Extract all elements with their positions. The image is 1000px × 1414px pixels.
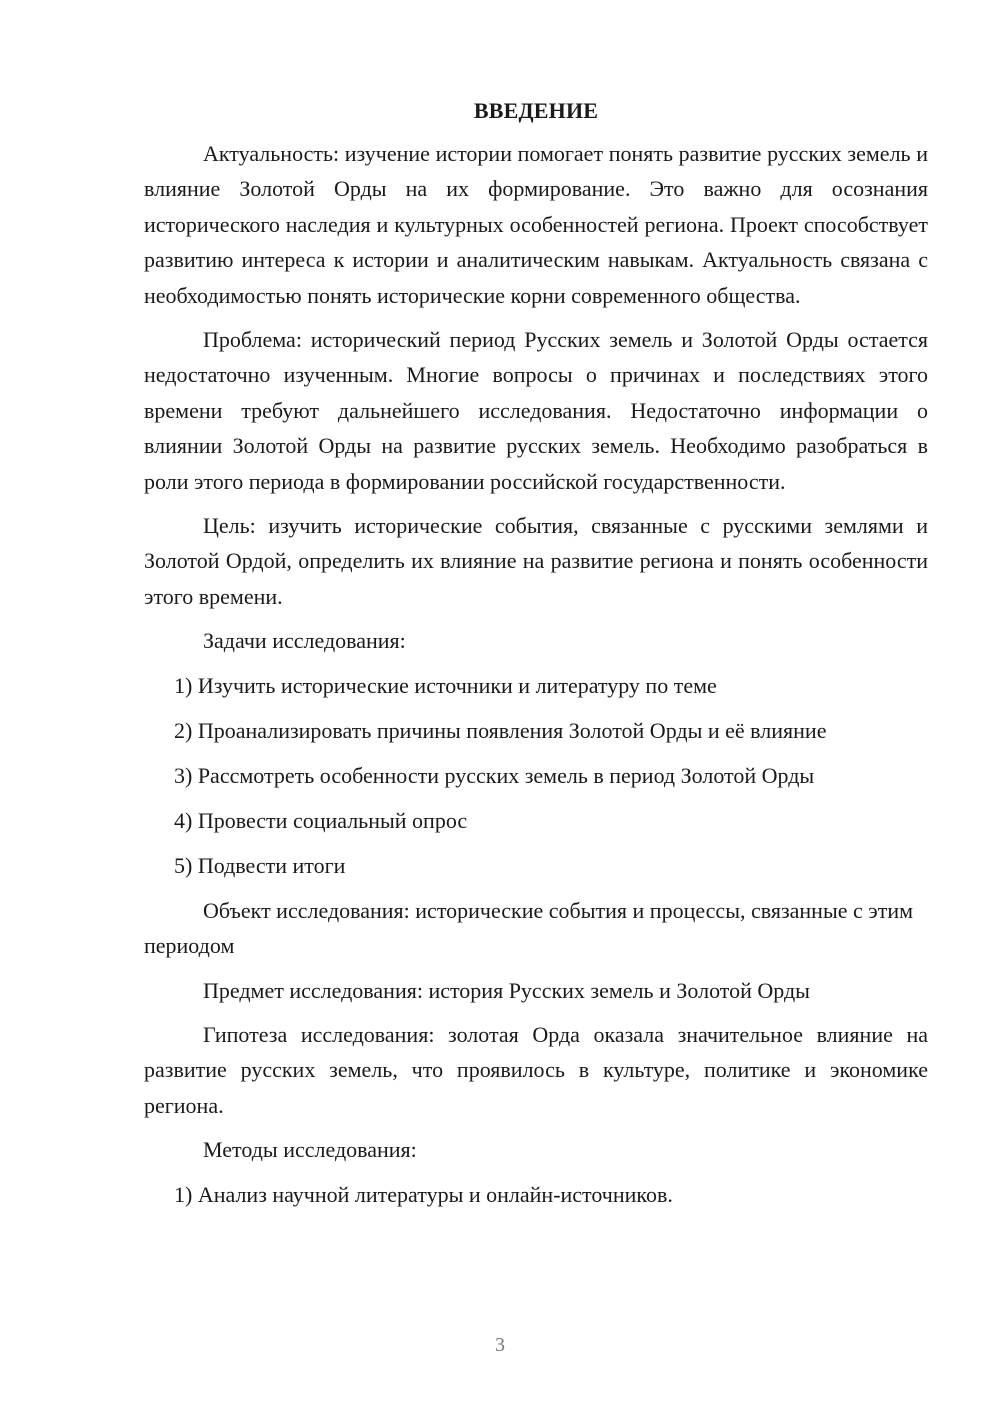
tasks-heading: Задачи исследования: [203,628,406,654]
task-item-2: 2) Проанализировать причины появления Золотой Орды и её влияние [174,717,827,743]
paragraph-problem: Проблема: исторический период Русских земель и Золотой Орды остается недостаточно изученным. Многие вопросы о причинах и последствиях этого времени требуют дальнейшего исследования. Недостаточно информации о влиянии Золотой Орды на развитие русских земель. Необходимо разобраться в роли этого периода в формировании российской государственности. [144,327,928,494]
paragraph-goal: Цель: изучить исторические события, связанные с русскими землями и Золотой Ордой, определить их влияние на развитие региона и понять особенности этого времени. [144,513,928,609]
task-item-4: 4) Провести социальный опрос [174,807,468,833]
paragraph-subject: Предмет исследования: история Русских земель и Золотой Орды [203,977,810,1003]
method-item-1: 1) Анализ научной литературы и онлайн-источников. [174,1181,673,1207]
paragraph-relevance: Актуальность: изучение истории помогает понять развитие русских земель и влияние Золотой Орды на их формирование. Это важно для осознания исторического наследия и культурных особенностей региона. Проект способствует развитию интереса к истории и аналитическим навыкам. Актуальность связана с необходимостью понять исторические корни современного общества. [144,141,928,308]
methods-heading: Методы исследования: [203,1137,417,1163]
tasks-list [144,668,928,883]
methods-list [144,1177,928,1212]
task-item-5: 5) Подвести итоги [174,852,346,878]
page-title: ВВЕДЕНИЕ [473,98,599,123]
document-body [144,96,928,1222]
paragraph-hypothesis: Гипотеза исследования: золотая Орда оказала значительное влияние на развитие русских земель, что проявилось в культуре, политике и экономике региона. [144,1021,928,1118]
task-item-1: 1) Изучить исторические источники и литературу по теме [174,672,717,698]
task-item-3: 3) Рассмотреть особенности русских земель в период Золотой Орды [174,762,815,788]
page-number: 3 [495,1334,505,1356]
paragraph-object: Объект исследования: исторические события и процессы, связанные с этим периодом [144,897,914,959]
